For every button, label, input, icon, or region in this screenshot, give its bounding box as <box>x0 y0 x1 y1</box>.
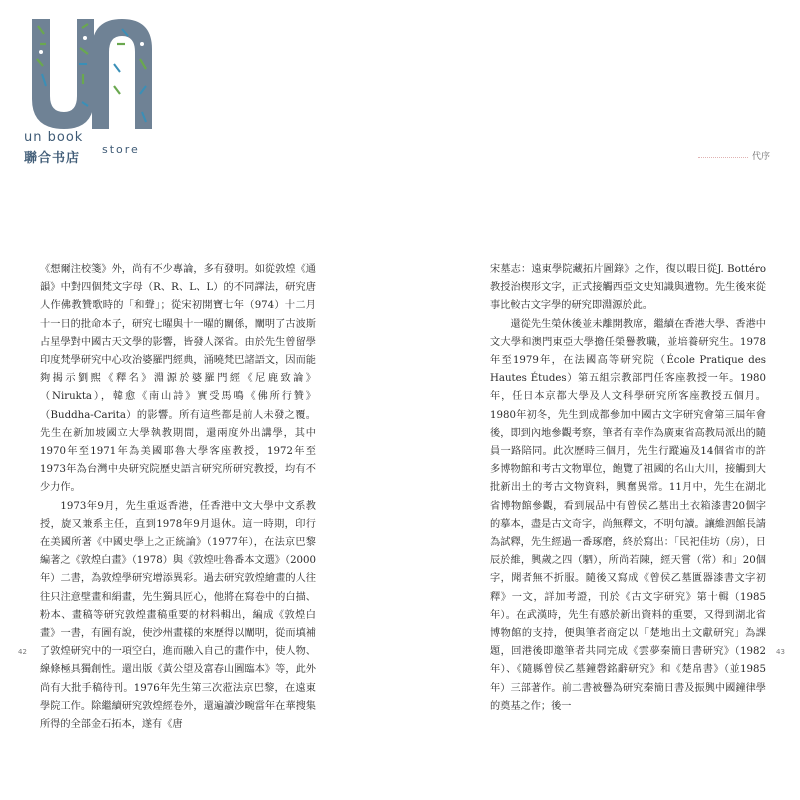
logo-text-store: store <box>102 143 140 156</box>
header-divider <box>698 157 748 158</box>
right-paragraph-1: 宋墓志：遠東學院藏拓片圖錄》之作，復以暇日從J. Bottéro教授治楔形文字，正式接觸西亞文史知識與遺物。先生後來從事比較古文字學的研究即淵源於此。 <box>490 264 766 312</box>
right-page-body <box>490 261 766 716</box>
left-page-number: 42 <box>18 648 27 656</box>
running-header: 代序 <box>752 152 771 162</box>
left-paragraph-1: 《想爾注校箋》外，尚有不少專論，多有發明。如從敦煌《通韻》中對四個梵文字母（R、R、L、L）的不同譯法，研究唐人作佛教贊歌時的「和聲」；從宋初開寶七年（974）十二月十一日的批命本子，研究七曜與十一曜的關係，闡明了古波斯占星學對中國古天文學的影響，皆發人深省。由於先生曾留學印度梵學研究中心攻治婆羅門經典，涌曉梵巴諸語文，因而能夠揭示劉熙《釋名》淵源於婆羅門經《尼鹿致論》（Nirukta），韓愈《南山詩》實受馬鳴《佛所行贊》（Buddha-Carita）的影響。所有這些都是前人未發之覆。先生在新加坡國立大學執教期間，還兩度外出講學，其中1970年至1971年為美國耶魯大學客座教授，1972年至1973年為台灣中央研究院歷史語言研究所研究教授，均有不少力作。 <box>40 264 316 494</box>
right-paragraph-2: 還從先生榮休後並未離開教席，繼續在香港大學、香港中文大學和澳門東亞大學擔任榮譽教職，並培養研究生。1978年至1979年，在法國高等研究院（École Pratique des Hautes Études）第五組宗教部門任客座教授一年。1980年，任日本京都大學及人文科學研究所客座教授五個月。1980年初冬，先生到成都參加中國古文字研究會第三屆年會後，即到內地參觀考察，筆者有幸作為廣東省高教局派出的隨員一路陪同。此次歷時三個月，先生行蹤遍及14個省市的許多博物館和考古文物單位，飽覽了祖國的名山大川，接觸到大批新出土的考古文物資料，興奮異常。11月中，先生在湖北省博物館參觀，看到展品中有曾侯乙墓出土衣箱漆書20個字的摹本，盡是古文奇字，尚無釋文，不明句讀。讓維泗館長請為試釋，先生經過一番琢磨，終於寫出：「民祀佳坊（房），日辰於維，興歲之四（駟），所尚若陳，經天嘗（常）和」20個字，聞者無不折服。隨後又寫成《曾侯乙墓匱器漆書文字初釋》一文，詳加考證，刊於《古文字研究》第十輯（1985年）。在武漢時，先生有感於新出資料的重要，又得到湖北省博物館的支持，便與筆者商定以「楚地出土文獻研究」為課題，回港後即邀筆者共同完成《雲夢秦簡日書研究》（1982年）、《隨縣曾侯乙墓鐘磬銘辭研究》和《楚帛書》（並1985年）三部著作。前二書被譽為研究秦簡日書及振興中國鐘律學的奠基之作；後一 <box>490 318 766 712</box>
left-page-body <box>40 261 316 734</box>
logo-text-en: un book <box>24 130 84 145</box>
right-page-number: 43 <box>776 648 785 656</box>
left-paragraph-2: 1973年9月，先生重返香港，任香港中文大學中文系教授，旋又兼系主任，直到1978年9月退休。這一時期，印行在美國所著《中國史學上之正統論》（1977年），在法京巴黎編著之《敦煌白畫》（1978）與《敦煌吐魯番本文選》（2000年）二書，為敦煌學研究增添異彩。過去研究敦煌繪畫的人往往只注意壁畫和絹畫，先生獨具匠心，他將在寫卷中的白描、粉本、畫稿等研究敦煌畫稿重要的材料輯出，編成《敦煌白畫》一書，有圖有說，使沙州畫樣的來歷得以闡明，從而填補了敦煌研究中的一項空白，進而融入自己的畫作中，使人物、線條極具獨創性。還出版《黃公望及富春山圖臨本》等，此外尚有大批手稿待刊。1976年先生第三次蒞法京巴黎，在遠東學院工作。除繼續研究敦煌經卷外，還遍讀沙畹當年在華搜集所得的全部金石拓本，遂有《唐 <box>40 500 316 731</box>
logo-text-cn: 聯合书店 <box>24 151 81 166</box>
